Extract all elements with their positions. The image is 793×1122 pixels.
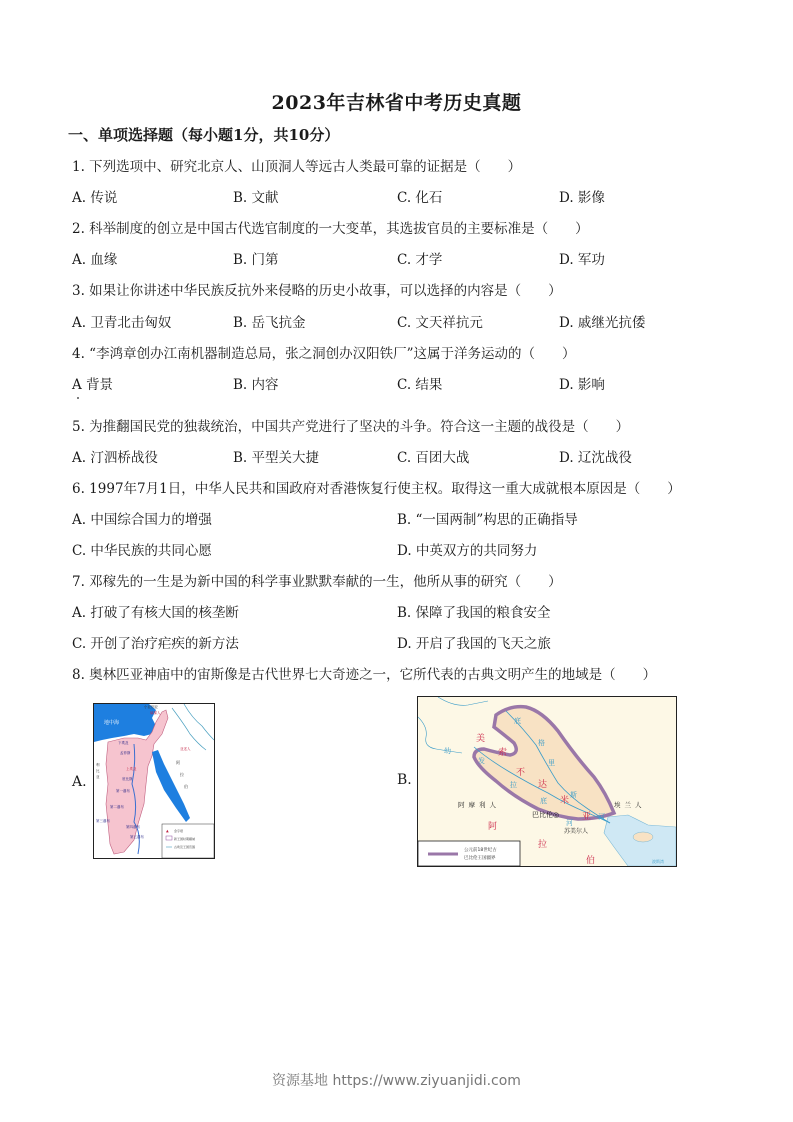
babylon-map-image	[417, 696, 677, 867]
question-5-stem: 5. 为推翻国民党的独裁统治，中国共产党进行了坚决的斗争。符合这一主题的战役是（ ）	[72, 419, 630, 435]
egypt-map-image	[93, 703, 215, 859]
svg-text:苏美尔人: 苏美尔人	[564, 828, 589, 835]
q6-option-d: D. 中英双方的共同努力	[397, 543, 538, 559]
q2-option-a: A. 血缘	[72, 252, 118, 268]
q1-option-a: A. 传说	[72, 190, 118, 206]
q4-option-b: B. 内容	[233, 377, 279, 393]
svg-text:公元前18世纪古: 公元前18世纪古	[464, 848, 497, 853]
q5-option-b: B. 平型关大捷	[233, 450, 320, 466]
svg-text:格: 格	[538, 739, 545, 747]
q6-option-b: B. “一国两制”构思的正确指导	[397, 512, 578, 528]
svg-text:金字塔: 金字塔	[174, 829, 184, 833]
svg-text:波斯湾: 波斯湾	[652, 859, 664, 864]
q4-option-d: D. 影响	[559, 377, 605, 393]
svg-text:索: 索	[498, 748, 508, 758]
svg-text:阿: 阿	[488, 822, 498, 832]
svg-text:孟菲斯: 孟菲斯	[120, 751, 131, 755]
stray-dot	[77, 397, 79, 399]
svg-text:巴比伦◎: 巴比伦◎	[532, 811, 560, 819]
svg-text:阿: 阿	[176, 760, 180, 765]
q7-option-b: B. 保障了我国的粮食安全	[397, 605, 551, 621]
q4-option-c: C. 结果	[397, 377, 443, 393]
q1-option-d: D. 影像	[559, 190, 605, 206]
svg-text:巴比伦王国疆界: 巴比伦王国疆界	[464, 856, 496, 861]
question-1-stem: 1. 下列选项中、研究北京人、山顶洞人等远古人类最可靠的证据是（ ）	[72, 159, 522, 175]
svg-text:亚: 亚	[582, 812, 592, 822]
svg-text:里: 里	[548, 759, 555, 767]
svg-text:拉: 拉	[538, 840, 548, 850]
svg-text:第四瀑布: 第四瀑布	[126, 825, 140, 829]
svg-text:第五瀑布: 第五瀑布	[130, 835, 144, 839]
svg-text:伯: 伯	[586, 856, 596, 866]
q7-option-d: D. 开启了我国的飞天之旅	[397, 636, 551, 652]
svg-text:下埃及: 下埃及	[118, 741, 129, 745]
svg-text:赫梯人: 赫梯人	[150, 711, 161, 715]
svg-text:幼: 幼	[444, 747, 451, 755]
babylon-map-graphic	[418, 697, 676, 866]
question-2-stem: 2. 科举制度的创立是中国古代选官制度的一大变革，其选拔官员的主要标准是（ ）	[72, 221, 589, 237]
q3-option-c: C. 文天祥抗元	[397, 315, 483, 331]
svg-text:古埃及王国范围: 古埃及王国范围	[174, 845, 196, 849]
svg-text:▲: ▲	[166, 829, 169, 833]
svg-text:发: 发	[478, 757, 485, 765]
q2-option-b: B. 门第	[233, 252, 279, 268]
svg-text:斯: 斯	[570, 791, 577, 799]
q7-option-c: C. 开创了治疗疟疾的新方法	[72, 636, 239, 652]
q5-option-c: C. 百团大战	[397, 450, 470, 466]
q2-option-c: C. 才学	[397, 252, 443, 268]
q7-option-a: A. 打破了有核大国的核垄断	[72, 605, 239, 621]
svg-text:美: 美	[476, 734, 486, 744]
svg-text:第二瀑布: 第二瀑布	[110, 805, 124, 809]
question-4-stem: 4. “李鸿章创办江南机器制造总局，张之洞创办汉阳铁厂”这属于洋务运动的（ ）	[72, 346, 576, 362]
svg-text:米: 米	[560, 796, 570, 806]
page-title: 2023年吉林省中考历史真题	[271, 92, 522, 114]
svg-text:第三瀑布: 第三瀑布	[96, 819, 110, 823]
q5-option-d: D. 辽沈战役	[559, 450, 632, 466]
svg-text:新王国时期疆域: 新王国时期疆域	[174, 837, 196, 841]
q1-option-c: C. 化石	[397, 190, 443, 206]
svg-text:拉: 拉	[180, 772, 184, 777]
question-8-stem: 8. 奥林匹亚神庙中的宙斯像是古代世界七大奇迹之一，它所代表的古典文明产生的地域是（ ）	[72, 667, 657, 683]
svg-text:亚: 亚	[96, 775, 100, 779]
svg-text:埃兰人: 埃兰人	[614, 801, 646, 809]
svg-text:拉: 拉	[510, 781, 517, 789]
svg-text:小亚细亚: 小亚细亚	[144, 705, 158, 709]
q8-option-b-label: B.	[397, 772, 412, 788]
svg-text:河: 河	[598, 813, 605, 821]
q3-option-a: A. 卫青北击匈奴	[72, 315, 172, 331]
svg-text:河: 河	[566, 819, 573, 827]
q8-option-a-label: A.	[72, 774, 87, 790]
svg-text:利: 利	[96, 763, 100, 767]
q6-option-a: A. 中国综合国力的增强	[72, 512, 212, 528]
svg-text:伯: 伯	[184, 784, 188, 789]
egypt-map-graphic	[94, 704, 214, 858]
svg-text:亚述人: 亚述人	[180, 747, 191, 751]
q1-option-b: B. 文献	[233, 190, 279, 206]
svg-text:第一瀑布: 第一瀑布	[116, 789, 130, 793]
q3-option-b: B. 岳飞抗金	[233, 315, 306, 331]
svg-text:地中海: 地中海	[104, 720, 120, 726]
section-heading: 一、单项选择题（每小题1分，共10分）	[68, 126, 340, 144]
footer-watermark: 资源基地 https://www.ziyuanjidi.com	[272, 1073, 521, 1089]
q6-option-c: C. 中华民族的共同心愿	[72, 543, 212, 559]
q4-option-a: A 背景	[72, 377, 114, 393]
svg-text:阿摩利人: 阿摩利人	[458, 801, 500, 809]
svg-text:底: 底	[540, 797, 547, 805]
q2-option-d: D. 军功	[559, 252, 605, 268]
svg-text:达: 达	[538, 780, 548, 790]
q3-option-d: D. 戚继光抗倭	[559, 315, 646, 331]
svg-text:不: 不	[516, 768, 526, 778]
question-7-stem: 7. 邓稼先的一生是为新中国的科学事业默默奉献的一生，他所从事的研究（ ）	[72, 574, 562, 590]
svg-text:上埃及: 上埃及	[126, 767, 137, 771]
svg-text:底比斯: 底比斯	[122, 777, 133, 781]
question-3-stem: 3. 如果让你讲述中华民族反抗外来侵略的历史小故事，可以选择的内容是（ ）	[72, 283, 562, 299]
question-6-stem: 6. 1997年7月1日，中华人民共和国政府对香港恢复行使主权。取得这一重大成就根本原因是（ ）	[72, 481, 681, 497]
svg-text:比: 比	[96, 769, 100, 773]
q5-option-a: A. 汀泗桥战役	[72, 450, 158, 466]
svg-text:底: 底	[514, 717, 521, 725]
